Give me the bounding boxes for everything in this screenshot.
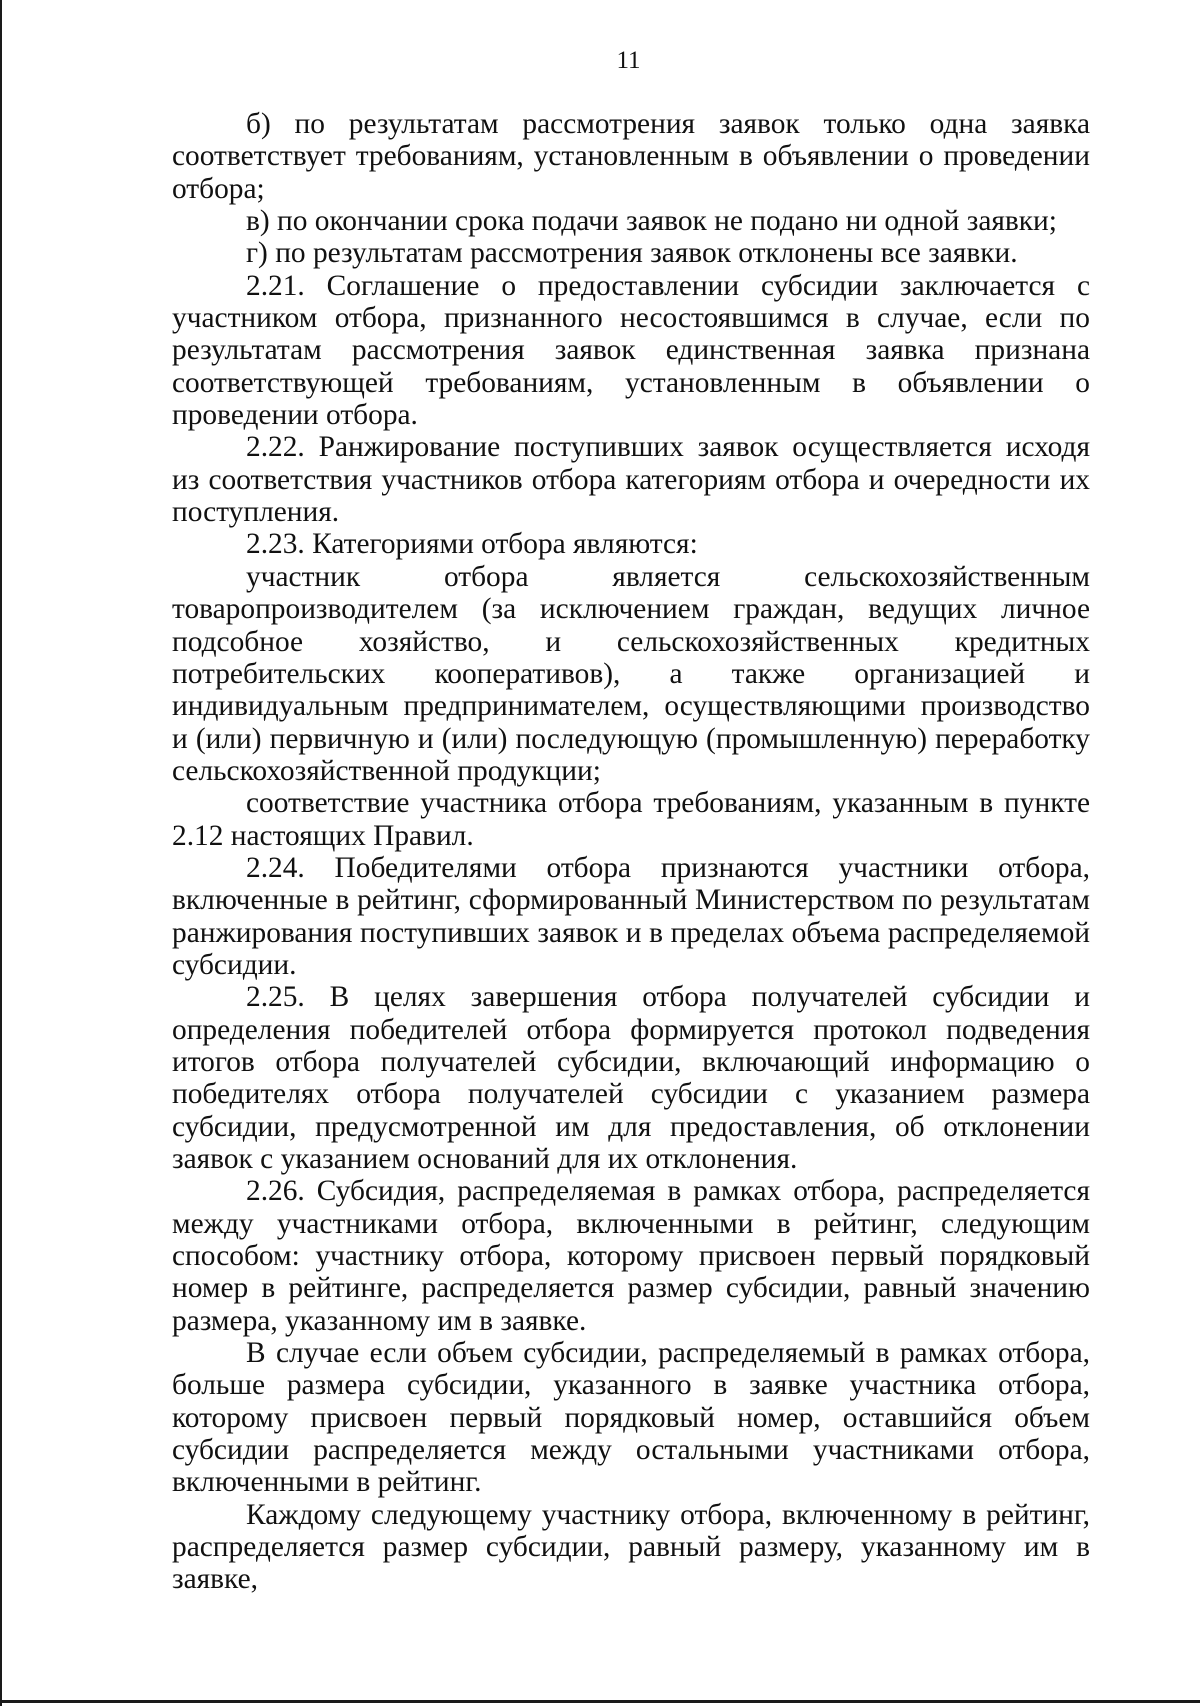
paragraph-item-v: в) по окончании срока подачи заявок не подано ни одной заявки;	[246, 205, 1057, 238]
scan-bottom-edge	[0, 1700, 1200, 1703]
paragraph-category-2: соответствие участника отбора требованиям, указанным в пункте 2.12 настоящих Правил.	[172, 787, 1090, 852]
scan-left-edge	[0, 0, 2, 1706]
paragraph-next-participant: Каждому следующему участнику отбора, включенному в рейтинг, распределяется размер субсидии, равный размеру, указанному им в заявке,	[172, 1498, 1090, 1596]
paragraph-item-b: б) по результатам рассмотрения заявок только одна заявка соответствует требованиям, установленным в объявлении о проведении отбора;	[172, 108, 1090, 205]
paragraph-item-g: г) по результатам рассмотрения заявок отклонены все заявки.	[246, 237, 1018, 270]
paragraph-clause-2-24: 2.24. Победителями отбора признаются участники отбора, включенные в рейтинг, сформированный Министерством по результатам ранжирования поступивших заявок и в пределах объема распределяемой субсидии.	[172, 851, 1090, 981]
paragraph-clause-2-25: 2.25. В целях завершения отбора получателей субсидии и определения победителей отбора формируется протокол подведения итогов отбора получателей субсидии, включающий информацию о победителях отбора получателей субсидии с указанием размера субсидии, предусмотренной им для предоставления, об отклонении заявок с указанием оснований для их отклонения.	[172, 981, 1090, 1175]
document-body	[172, 108, 1090, 1596]
paragraph-remaining-volume: В случае если объем субсидии, распределяемый в рамках отбора, больше размера субсидии, указанного в заявке участника отбора, которому присвоен первый порядковый номер, оставшийся объем субсидии распределяется между остальными участниками отбора, включенными в рейтинг.	[172, 1337, 1090, 1499]
paragraph-clause-2-26: 2.26. Субсидия, распределяемая в рамках отбора, распределяется между участниками отбора, включенными в рейтинг, следующим способом: участнику отбора, которому присвоен первый порядковый номер в рейтинге, распределяется размер субсидии, равный значению размера, указанному им в заявке.	[172, 1175, 1090, 1337]
paragraph-clause-2-21: 2.21. Соглашение о предоставлении субсидии заключается с участником отбора, признанного несостоявшимся в случае, если по результатам рассмотрения заявок единственная заявка признана соответствующей требованиям, установленным в объявлении о проведении отбора.	[172, 269, 1090, 432]
paragraph-clause-2-22: 2.22. Ранжирование поступивших заявок осуществляется исходя из соответствия участников отбора категориям отбора и очередности их поступления.	[172, 431, 1090, 529]
page-number: 11	[616, 47, 641, 74]
paragraph-category-1: участник отбора является сельскохозяйственным товаропроизводителем (за исключением граждан, ведущих личное подсобное хозяйство, и сельскохозяйственных кредитных потребительских кооперативов), а также организацией и индивидуальным предпринимателем, осуществляющими производство и (или) первичную и (или) последующую (промышленную) переработку сельскохозяйственной продукции;	[172, 560, 1090, 787]
paragraph-clause-2-23: 2.23. Категориями отбора являются:	[246, 528, 698, 561]
